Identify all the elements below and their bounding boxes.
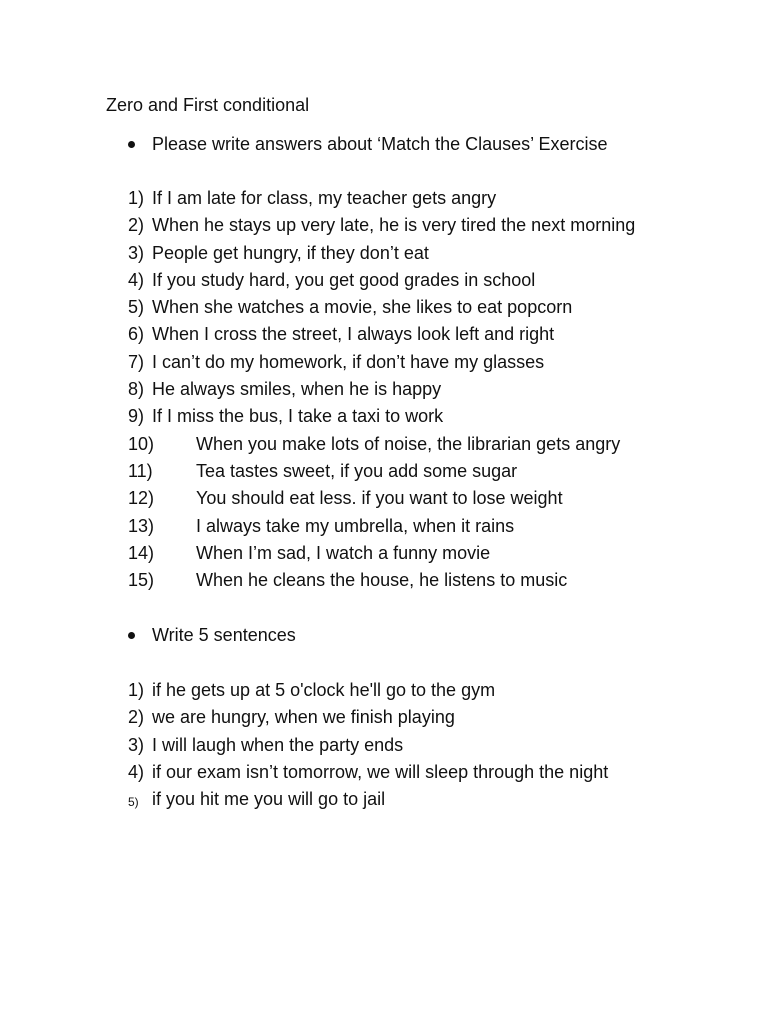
item-number: 2) [128, 215, 145, 236]
item-text: When she watches a movie, she likes to eat popcorn [152, 297, 573, 318]
item-text: if he gets up at 5 o'clock he'll go to the gym [152, 680, 496, 700]
item-text: I always take my umbrella, when it rains [196, 515, 515, 536]
item-number: 12) [128, 488, 155, 509]
item-text: we are hungry, when we finish playing [152, 707, 455, 728]
item-text: If I miss the bus, I take a taxi to work [152, 406, 444, 427]
item-number: 1) [128, 188, 145, 208]
item-number: 4) [128, 269, 145, 290]
item-number: 5) [128, 795, 139, 810]
item-number: 3) [128, 242, 145, 263]
item-text: If you study hard, you get good grades in school [152, 269, 536, 290]
item-text: He always smiles, when he is happy [152, 379, 442, 400]
item-text: If I am late for class, my teacher gets angry [152, 188, 497, 208]
item-number: 13) [128, 515, 155, 536]
item-text: People get hungry, if they don’t eat [152, 242, 429, 263]
item-number: 9) [128, 406, 145, 427]
item-text: You should eat less. if you want to lose weight [196, 488, 563, 509]
item-number: 5) [128, 297, 145, 318]
bullet-dot-icon [128, 632, 135, 639]
item-text: Tea tastes sweet, if you add some sugar [196, 460, 518, 481]
item-text: if our exam isn’t tomorrow, we will sleep through the night [152, 761, 609, 782]
item-text: I will laugh when the party ends [152, 734, 404, 755]
item-text: When he cleans the house, he listens to music [196, 570, 568, 591]
item-text: if you hit me you will go to jail [152, 789, 386, 810]
item-number: 7) [128, 351, 145, 372]
item-number: 3) [128, 734, 145, 755]
item-number: 14) [128, 542, 155, 563]
item-text: When he stays up very late, he is very tired the next morning [152, 215, 636, 236]
item-number: 2) [128, 707, 145, 728]
item-number: 15) [128, 570, 155, 591]
item-number: 8) [128, 379, 145, 400]
item-number: 11) [128, 460, 153, 481]
document-title: Zero and First conditional [106, 95, 310, 115]
bullet-dot-icon [128, 141, 135, 148]
item-number: 4) [128, 761, 145, 782]
item-text: When I’m sad, I watch a funny movie [196, 542, 491, 563]
item-number: 6) [128, 324, 145, 345]
item-text: I can’t do my homework, if don’t have my glasses [152, 351, 545, 372]
item-number: 1) [128, 680, 145, 700]
item-number: 10) [128, 433, 155, 454]
section1-bullet-text: Please write answers about ‘Match the Clauses’ Exercise [152, 134, 608, 154]
item-text: When you make lots of noise, the librarian gets angry [196, 433, 621, 454]
item-text: When I cross the street, I always look left and right [152, 324, 555, 345]
section2-bullet-text: Write 5 sentences [152, 625, 296, 645]
